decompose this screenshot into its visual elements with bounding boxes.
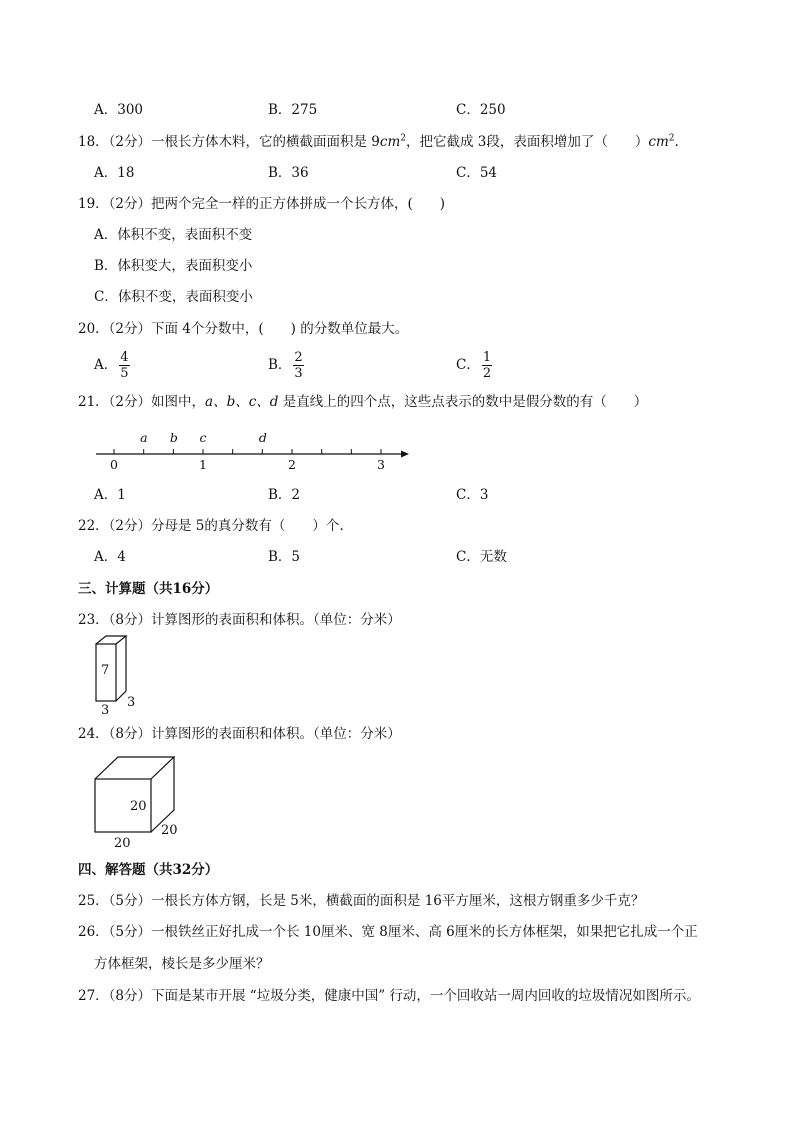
number-line-tick-label: 3 bbox=[377, 457, 385, 472]
q24-length-label: 20 bbox=[114, 836, 131, 851]
q20-option-a: A． $\frac{4}{5}$ bbox=[94, 350, 129, 381]
q25-stem: 25．（5分）一根长方体方钢，长是 5米，横截面的面积是 16平方厘米，这根方钢重多少千克？ bbox=[78, 893, 645, 909]
q22-option-c: C．无数 bbox=[456, 549, 507, 565]
number-line-point-label-c: c bbox=[199, 430, 207, 445]
q23-length-label: 3 bbox=[101, 703, 110, 718]
q19-option-c: C．体积不变，表面积变小 bbox=[94, 289, 253, 305]
q22-option-b: B．5 bbox=[268, 549, 301, 565]
q17-option-a: A．300 bbox=[94, 102, 144, 118]
number-line-tick-label: 0 bbox=[110, 457, 118, 472]
number-line-figure bbox=[90, 420, 420, 476]
q21-stem: 21．（2分）如图中，a、b、c、d 是直线上的四个点，这些点表示的数中是假分数的有（ ） bbox=[78, 394, 648, 410]
q20-fraction-b: $\frac{2}{3}$ bbox=[294, 350, 303, 381]
q24-width-label: 20 bbox=[161, 823, 178, 838]
number-line-point-label-d: d bbox=[258, 430, 267, 445]
section-4-heading: 四、解答题（共32分） bbox=[78, 862, 219, 878]
q17-option-b: B．275 bbox=[268, 102, 318, 118]
q17-option-c: C．250 bbox=[456, 102, 506, 118]
q26-stem-line-2: 方体框架，棱长是多少厘米？ bbox=[94, 956, 270, 972]
q21-option-a: A．1 bbox=[94, 487, 126, 503]
q24-height-label: 20 bbox=[130, 799, 147, 814]
q21-option-c: C．3 bbox=[456, 487, 489, 503]
q18-option-a: A．18 bbox=[94, 165, 135, 181]
number-line-tick-label: 2 bbox=[288, 457, 296, 472]
q27-stem: 27．（8分）下面是某市开展 “垃圾分类，健康中国” 行动，一个回收站一周内回收的垃圾情况如图所示。 bbox=[78, 988, 700, 1004]
q19-option-a: A．体积不变，表面积不变 bbox=[94, 227, 253, 243]
q20-fraction-a: $\frac{4}{5}$ bbox=[120, 350, 129, 381]
q23-stem: 23．（8分）计算图形的表面积和体积。（单位：分米） bbox=[78, 612, 401, 628]
q18-option-b: B．36 bbox=[268, 165, 309, 181]
q23-cuboid-figure bbox=[90, 632, 150, 718]
q19-option-b: B．体积变大，表面积变小 bbox=[94, 258, 253, 274]
q23-width-label: 3 bbox=[127, 695, 136, 710]
number-line-arrow bbox=[401, 451, 409, 458]
q26-stem-line-1: 26．（5分）一根铁丝正好扎成一个长 10厘米、宽 8厘米、高 6厘米的长方体框架，如果把它扎成一个正 bbox=[78, 924, 698, 940]
q21-option-b: B．2 bbox=[268, 487, 301, 503]
number-line-tick-label: 1 bbox=[199, 457, 207, 472]
number-line-point-label-b: b bbox=[169, 430, 178, 445]
q22-option-a: A．4 bbox=[94, 549, 126, 565]
q19-stem: 19．（2分）把两个完全一样的正方体拼成一个长方体，( ) bbox=[78, 196, 446, 212]
q20-stem: 20．（2分）下面 4个分数中，( ) 的分数单位最大。 bbox=[78, 321, 409, 337]
q23-height-label: 7 bbox=[101, 663, 110, 678]
q18-option-c: C．54 bbox=[456, 165, 498, 181]
q20-option-b: B． $\frac{2}{3}$ bbox=[268, 350, 303, 381]
q24-stem: 24．（8分）计算图形的表面积和体积。（单位：分米） bbox=[78, 726, 401, 742]
q20-fraction-c: $\frac{1}{2}$ bbox=[482, 350, 492, 381]
q22-stem: 22．（2分）分母是 5的真分数有（ ）个. bbox=[78, 518, 344, 534]
section-3-heading: 三、计算题（共16分） bbox=[78, 581, 219, 597]
q24-cube-figure bbox=[90, 752, 190, 852]
q18-stem: 18．（2分）一根长方体木料，它的横截面面积是 $9cm^2$，把它截成 3段，表面积增加了（ ）$cm^2$. bbox=[78, 133, 679, 150]
q20-option-c: C． $\frac{1}{2}$ bbox=[456, 350, 492, 381]
number-line-point-label-a: a bbox=[140, 430, 148, 445]
